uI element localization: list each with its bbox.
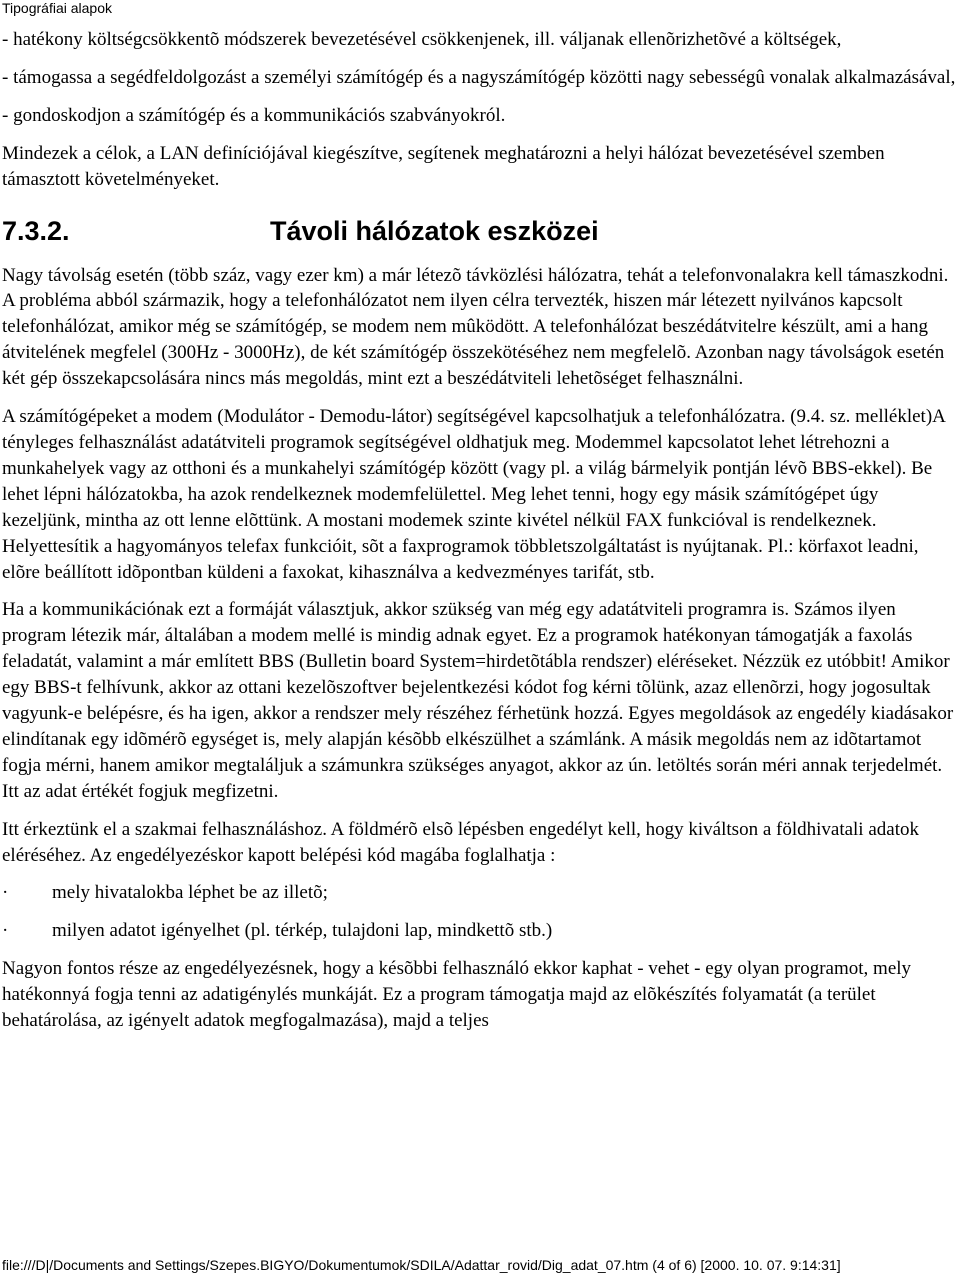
section-heading	[2, 215, 956, 247]
paragraph: Nagyon fontos része az engedélyezésnek, hogy a késõbbi felhasználó ekkor kaphat - vehet - egy olyan programot, mely hatékonnyá fogja tenni az adatigénylés munkáját. Ez a program támogatja majd az elõkészítés folyamatát (a terület behatárolása, az igényelt adatok megfogalmazása), majd a teljes	[2, 958, 912, 1032]
page-footer-path: file:///D|/Documents and Settings/Szepes.BIGYO/Dokumentumok/SDILA/Adattar_rovid/Dig_adat_07.htm (4 of 6) [2000. 10. 07. 9:14:31]	[2, 1257, 841, 1273]
list-item-text: milyen adatot igényelhet (pl. térkép, tulajdoni lap, mindkettõ stb.)	[52, 920, 553, 942]
bullet-marker: ·	[2, 882, 9, 904]
section-number: 7.3.2.	[2, 215, 70, 246]
page-header-title: Tipográfiai alapok	[2, 0, 112, 16]
paragraph: Nagy távolság esetén (több száz, vagy ezer km) a már létezõ távközlési hálózatra, tehát a telefonvonalakra kell támaszkodni. A probléma abból származik, hogy a telefonhálózatot nem ilyen célra tervezték, hiszen már létezett nyilvános kapcsolt telefonhálózat, amikor még se számítógép, se modem nem mûködött. A telefonhálózat beszédátvitelre készült, ami a hang átvitelének megfelel (300Hz - 3000Hz), de két számítógép összekötéséhez nem megfelelõ. Azonban nagy távolságok esetén két gép összekapcsolására nincs más megoldás, mint ezt a beszédátviteli lehetõséget felhasználni.	[2, 264, 949, 390]
bullet-marker: ·	[2, 920, 9, 942]
paragraph: Mindezek a célok, a LAN definíciójával kiegészítve, segítenek meghatározni a helyi hálózat bevezetésével szemben támasztott követelményeket.	[2, 142, 885, 190]
document-body	[2, 27, 956, 1046]
paragraph: - hatékony költségcsökkentõ módszerek bevezetésével csökkenjenek, ill. váljanak ellenõrizhetõvé a költségek,	[2, 29, 842, 50]
list-item	[2, 880, 956, 906]
paragraph: Ha a kommunikációnak ezt a formáját választjuk, akkor szükség van még egy adatátviteli programra is. Számos ilyen program létezik már, általában a modem mellé is mindig adnak egyet. Ez a programok hatékonyan támogatják a faxolás feladatát, valamint a már említett BBS (Bulletin board System=hirdetõtábla rendszer) eléréseket. Nézzük ez utóbbit! Amikor egy BBS-t felhívunk, akkor az ottani kezelõszoftver bejelentkezési kódot fog kérni tõlünk, azaz ellenõrzi, hogy jogosultak vagyunk-e belépésre, és ha igen, akkor a rendszer mely részéhez férhetünk hozzá. Egyes megoldások az engedély kiadásakor elindítanak egy idõmérõ egységet is, mely alapján késõbb elkészülhet a számlánk. A másik megoldás nem az idõtartamot fogja mérni, hanem amikor megtaláljuk a számunkra szükséges anyagot, akkor az ún. letöltés során méri annak terjedelmét. Itt az adat értékét fogjuk megfizetni.	[2, 599, 954, 802]
paragraph: - gondoskodjon a számítógép és a kommunikációs szabványokról.	[2, 104, 506, 126]
paragraph: Itt érkeztünk el a szakmai felhasználáshoz. A földmérõ elsõ lépésben engedélyt kell, hogy kiváltson a földhivatali adatok eléréséhez. Az engedélyezéskor kapott belépési kód magába foglalhatja :	[2, 818, 919, 866]
list-item-text: mely hivatalokba léphet be az illetõ;	[52, 882, 328, 904]
section-title: Távoli hálózatok eszközei	[270, 215, 599, 246]
list-item	[2, 918, 956, 944]
paragraph: A számítógépeket a modem (Modulátor - Demodu-látor) segítségével kapcsolhatjuk a telefonhálózatra. (9.4. sz. melléklet)A tényleges felhasználást adatátviteli programok segítségével oldhatjuk meg. Modemmel kapcsolatot lehet létrehozni a munkahelyek vagy az otthoni és a munkahelyi számítógép között (vagy pl. a világ bármelyik pontján lévõ BBS-ekkel). Be lehet lépni hálózatokba, ha azok rendelkeznek modemfelülettel. Meg lehet tenni, hogy egy másik számítógépet úgy kezeljünk, mintha az ott lenne elõttünk. A mostani modemek szinte kivétel nélkül FAX funkcióval is rendelkeznek. Helyettesítik a hagyományos telefax funkcióit, sõt a faxprogramok többletszolgáltatást is nyújtanak. Pl.: körfaxot leadni, elõre beállított idõpontban küldeni a faxokat, kihasználva a kedvezményes tarifát, stb.	[2, 406, 945, 583]
paragraph: - támogassa a segédfeldolgozást a személyi számítógép és a nagyszámítógép közötti nagy sebességû vonalak alkalmazásával,	[2, 66, 956, 88]
